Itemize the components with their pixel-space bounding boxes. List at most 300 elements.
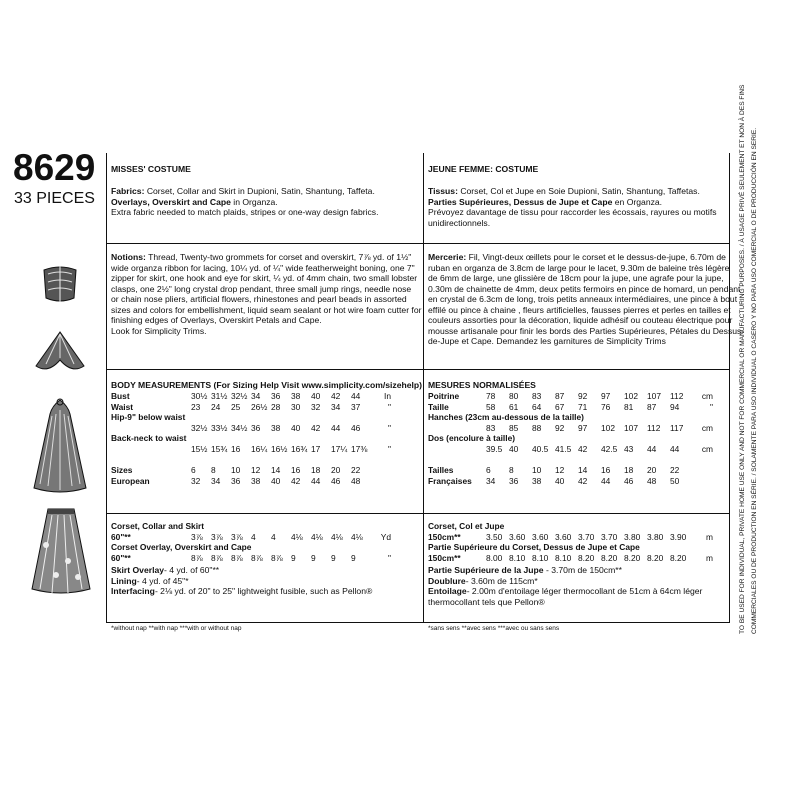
table-cell: 20: [647, 465, 657, 476]
table-cell: 16: [231, 443, 241, 454]
table-cell: 36: [509, 475, 519, 486]
table-cell: 3⅞: [211, 531, 223, 542]
table-row: [428, 402, 713, 413]
line-text: - 4 yd. of 45"*: [136, 575, 189, 586]
unit-cell: [693, 476, 713, 487]
bold-term: Partie Supérieure de la Jupe: [428, 565, 544, 575]
text-line: [428, 586, 728, 597]
unit-cell: ": [388, 552, 391, 563]
table-cell: 22: [351, 465, 361, 476]
table-cell: 8.20: [601, 552, 618, 563]
row-label: Poitrine: [428, 391, 460, 401]
table-cell: 4: [251, 531, 256, 542]
table-cell: 4⅛: [311, 531, 323, 542]
table-cell: 92: [578, 391, 588, 401]
unit-cell: cm: [701, 391, 713, 401]
row-label: Taille: [428, 401, 449, 412]
row-label: [428, 423, 486, 434]
text-line: [428, 304, 731, 316]
text-line: [111, 273, 418, 284]
fr-extras: [428, 565, 728, 607]
line-text: Fil, Vingt-deux œillets pour le corset et le dessus-de-jupe, 6.70m de: [466, 252, 726, 262]
unit-cell: ": [710, 401, 713, 412]
table-row: [428, 391, 713, 402]
table-cell: 34: [331, 401, 341, 412]
table-cell: 102: [624, 391, 638, 401]
table-row: [428, 423, 713, 434]
unit-cell: m: [706, 552, 713, 563]
table-cell: 44: [331, 422, 341, 433]
row-label: 150cm**: [428, 531, 461, 542]
table-cell: 8.10: [532, 552, 549, 563]
bold-term: Skirt Overlay: [111, 565, 165, 575]
table-cell: 6: [486, 465, 491, 476]
line-text: - 3.60m de 115cm*: [465, 575, 538, 586]
line-text: Corset, Collar and Skirt in Dupioni, Satin, Shantung, Taffeta.: [144, 186, 375, 196]
table-cell: 8.10: [509, 552, 526, 563]
table-cell: 112: [670, 391, 684, 401]
table-cell: 81: [624, 401, 634, 412]
table-cell: 20: [331, 465, 341, 476]
table-row: [111, 476, 391, 487]
line-text: de 6mm de large, une glissière de 18cm pour la jupe, une agrafe pour la jupe,: [428, 273, 724, 283]
text-line: [111, 262, 415, 274]
row-label: Bust: [111, 391, 130, 401]
table-cell: 8.10: [555, 552, 572, 563]
unit-cell: m: [706, 531, 713, 542]
text-line: [428, 565, 728, 576]
table-cell: 42: [311, 422, 321, 433]
row-label: [111, 423, 191, 434]
table-cell: 16¼: [251, 443, 268, 454]
table-cell: 38: [291, 391, 301, 401]
bold-term: Entoilage: [428, 586, 467, 596]
table-cell: 102: [601, 422, 615, 433]
table-cell: 16¾: [291, 443, 308, 454]
row-label: [111, 444, 191, 455]
table-row: [428, 433, 713, 444]
line-text: - 4 yd. of 60"**: [164, 565, 220, 575]
table-row: [111, 553, 391, 564]
fr-measurements-table: [428, 391, 713, 486]
legal-notice: [737, 84, 783, 634]
table-cell: 83: [532, 391, 542, 401]
table-cell: 43: [624, 443, 634, 454]
bold-term: Lining: [111, 575, 137, 586]
table-cell: 3.90: [670, 531, 687, 542]
table-cell: 40: [555, 475, 565, 486]
table-cell: 78: [486, 391, 496, 401]
line-text: couleurs assorties pour la décoration, liquide adhésif ou couteau électrique pour: [428, 315, 733, 325]
en-footnote: *without nap **with nap ***with or without nap: [111, 625, 242, 632]
unit-cell: cm: [701, 443, 713, 454]
table-cell: 28: [271, 401, 281, 412]
text-line: [111, 565, 411, 576]
line-text: en Organza.: [612, 196, 663, 207]
table-cell: 32½: [231, 391, 248, 401]
unit-cell: [693, 465, 713, 476]
row-label: Back-neck to waist: [111, 433, 187, 444]
table-cell: 15½: [191, 443, 208, 454]
table-cell: 34: [211, 475, 221, 486]
table-cell: 40.5: [532, 443, 549, 454]
table-cell: 26½: [251, 401, 268, 412]
table-cell: 3⅞: [231, 531, 243, 542]
legal-line-2: COMMERCIALES OU DE PRODUCTION EN SÉRIE. / SOLAMENTE PARA USO INDIVIDUAL O CASERO Y NO PARA USO COMERCIAL O DE PRODUCCIÓN EN SERIE.: [751, 127, 758, 634]
line-text: de-Jupe et Cape. Demandez les garnitures de Simplicity Trims: [428, 336, 666, 346]
bold-term: Parties Supérieures, Dessus de Jupe et Cape: [428, 196, 613, 207]
bold-term: Mercerie:: [428, 252, 467, 262]
table-cell: 32: [191, 475, 201, 486]
fr-fabrics: [428, 186, 728, 228]
row-label: Hip-9" below waist: [111, 412, 186, 423]
line-text: Corset, Col et Jupe en Soie Dupioni, Satin, Shantung, Taffetas.: [457, 186, 700, 196]
line-text: clasps, one 2½" long crystal drop pendant, three small jump rings, needle nose: [111, 283, 412, 294]
table-cell: 58: [486, 401, 496, 412]
bold-term: Interfacing: [111, 586, 155, 596]
table-row: [428, 521, 713, 532]
pattern-number: 8629: [13, 147, 96, 188]
row-label: Dos (encolure à taille): [428, 433, 516, 444]
table-cell: 8⅞: [211, 552, 223, 563]
table-row: [428, 465, 713, 476]
unit-cell: cm: [701, 422, 713, 433]
table-cell: 3.70: [601, 531, 618, 542]
line-text: effilé ou pince à chaine , fleurs artificielles, fausses pierres et perles en tailles et: [428, 304, 731, 315]
table-row: [111, 465, 391, 476]
table-row: [428, 553, 713, 564]
table-row: [428, 455, 713, 466]
table-cell: 12: [251, 465, 261, 476]
table-cell: 3.50: [486, 531, 503, 542]
line-text: or chain nose pliers, artificial flowers, rhinestones and pearl beads in assorted: [111, 294, 407, 304]
text-line: [428, 294, 738, 305]
table-cell: 36: [231, 475, 241, 486]
table-cell: 17⅜: [351, 443, 368, 454]
table-cell: 8⅞: [191, 552, 203, 563]
en-notions: [111, 252, 422, 336]
text-line: [111, 576, 411, 587]
table-cell: 3.70: [578, 531, 595, 542]
table-cell: 8.20: [624, 552, 641, 563]
table-cell: 3.60: [532, 531, 549, 542]
table-cell: 8: [211, 465, 216, 476]
unit-cell: ": [388, 443, 391, 454]
table-cell: 97: [601, 391, 611, 401]
table-cell: 8: [509, 465, 514, 476]
table-cell: 92: [555, 422, 565, 433]
table-cell: 8.00: [486, 552, 503, 563]
table-row: [111, 455, 391, 466]
table-cell: 80: [509, 391, 519, 401]
table-cell: 46: [331, 475, 341, 486]
table-cell: 8⅞: [251, 552, 263, 563]
table-cell: 48: [351, 475, 361, 486]
line-text: - 3.70m de 150cm**: [543, 565, 622, 575]
unit-cell: [371, 465, 391, 476]
en-extras: [111, 565, 411, 597]
table-cell: 94: [670, 401, 680, 412]
table-cell: 88: [532, 422, 542, 433]
table-cell: 3.80: [647, 531, 664, 542]
table-cell: 14: [271, 465, 281, 476]
table-cell: 112: [647, 422, 661, 433]
fr-notions: [428, 252, 745, 347]
table-row: [428, 532, 713, 543]
table-cell: 87: [555, 391, 565, 401]
table-cell: 36: [271, 391, 281, 401]
bold-term: Fabrics:: [111, 186, 145, 196]
fr-title: JEUNE FEMME: COSTUME: [428, 164, 539, 174]
unit-cell: [371, 476, 391, 487]
table-cell: 8⅞: [231, 552, 243, 563]
table-row: [111, 402, 391, 413]
table-cell: 42: [331, 391, 341, 401]
line-text: mousse artisanale pour finir les bords des Parties Supérieures, Pétales du Dessus-: [428, 325, 745, 336]
line-text: wide organza ribbon for lacing, 10¼ yd. of ¼" wide featherweight boning, one 7": [111, 262, 415, 273]
table-cell: 17: [311, 443, 321, 454]
collar-illustration: [32, 330, 88, 374]
row-label: Corset, Collar and Skirt: [111, 521, 205, 531]
table-cell: 23: [191, 401, 201, 412]
row-label: 60"**: [111, 552, 131, 563]
unit-cell: Yd: [380, 531, 391, 542]
table-cell: 24: [211, 401, 221, 412]
table-cell: 30: [291, 401, 301, 412]
table-cell: 8.20: [647, 552, 664, 563]
table-cell: 42.5: [601, 443, 618, 454]
unit-cell: ": [388, 401, 391, 412]
table-cell: 12: [555, 465, 565, 476]
line-text: Look for Simplicity Trims.: [111, 325, 207, 336]
line-text: zipper for skirt, one hook and eye for skirt, ¼ yd. of 4mm chain, two small lobster: [111, 273, 418, 283]
line-text: thermocollant tels que Pellon®: [428, 596, 545, 607]
text-line: [111, 284, 411, 295]
text-line: [428, 186, 728, 197]
text-line: [428, 207, 728, 218]
table-cell: 83: [486, 422, 496, 433]
line-text: finishing edges of Overlays, Overskirt Petals and Cape.: [111, 315, 322, 325]
text-line: [111, 207, 411, 218]
table-cell: 17¼: [331, 443, 348, 454]
table-row: [111, 521, 391, 532]
line-text: 0.30m de chainette de 4mm, deux petits fermoirs en pince de homard, un pendant: [428, 283, 741, 294]
row-label: Partie Supérieure du Corset, Dessus de Jupe et Cape: [428, 542, 640, 553]
row-label: [428, 444, 486, 455]
table-cell: 33½: [211, 422, 228, 433]
table-row: [428, 476, 713, 487]
row-label: [428, 455, 713, 466]
bold-term: Overlays, Overskirt and Cape: [111, 196, 231, 207]
table-cell: 85: [509, 422, 519, 433]
piece-count: 33 PIECES: [14, 190, 95, 207]
table-cell: 8.20: [578, 552, 595, 563]
table-cell: 46: [624, 475, 634, 486]
table-cell: 32½: [191, 422, 208, 433]
table-cell: 8⅞: [271, 552, 283, 563]
cape-illustration: [30, 396, 90, 496]
text-line: [428, 336, 728, 347]
table-cell: 67: [555, 401, 565, 412]
line-text: ruban en organza de 3.8cm de large pour le lacet, 9.30m de baleine très légère: [428, 262, 730, 273]
unit-cell: ": [388, 422, 391, 433]
table-cell: 44: [647, 443, 657, 454]
corset-illustration: [38, 262, 82, 306]
row-label: Corset, Col et Jupe: [428, 521, 505, 531]
row-label: 60"**: [111, 531, 131, 542]
table-row: [428, 444, 713, 455]
fr-footnote: *sans sens **avec sens ***avec ou sans sens: [428, 625, 560, 632]
row-label: Tailles: [428, 465, 454, 476]
text-line: [428, 315, 733, 326]
text-line: [111, 304, 422, 316]
en-measurements-table: [111, 391, 391, 486]
table-cell: 15¾: [211, 443, 228, 454]
text-line: [111, 252, 411, 263]
table-cell: 61: [509, 401, 519, 412]
text-line: [428, 325, 745, 337]
row-label: 150cm**: [428, 552, 461, 563]
line-text: - 2.00m d'entoilage léger thermocollant de 51cm à 64cm léger: [466, 586, 703, 596]
unit-cell: In: [384, 391, 391, 401]
table-cell: 18: [624, 465, 634, 476]
table-cell: 30½: [191, 391, 208, 401]
table-cell: 3⅞: [191, 531, 203, 542]
table-cell: 4: [271, 531, 276, 542]
table-row: [111, 391, 391, 402]
table-cell: 25: [231, 401, 241, 412]
line-text: sizes and colors for embellishment, liquid seam sealant or hot wire foam cutter for: [111, 304, 422, 315]
skirt-illustration: [28, 505, 94, 597]
table-row: [111, 444, 391, 455]
row-label: European: [111, 475, 150, 486]
table-row: [111, 532, 391, 543]
text-line: [428, 273, 728, 284]
table-cell: 3.80: [624, 531, 641, 542]
text-line: [428, 597, 728, 608]
table-cell: 31½: [211, 391, 228, 401]
table-cell: 38: [271, 422, 281, 433]
table-cell: 10: [231, 465, 241, 476]
table-cell: 3.60: [509, 531, 526, 542]
legal-line-1: TO BE USED FOR INDIVIDUAL, PRIVATE HOME USE ONLY AND NOT FOR COMMERCIAL OR MANUFACTURING PURPOSES. / À USAGE PRIVÉ SEULEMENT ET NON À DES FINS: [739, 84, 746, 634]
table-cell: 117: [670, 422, 684, 433]
table-row: [111, 433, 391, 444]
table-cell: 44: [601, 475, 611, 486]
line-text: unidirectionnels.: [428, 217, 491, 228]
row-label: Françaises: [428, 475, 472, 486]
text-line: [428, 283, 741, 295]
table-cell: 40: [311, 391, 321, 401]
table-row: [111, 412, 391, 423]
table-row: [428, 542, 713, 553]
table-cell: 44: [670, 443, 680, 454]
bold-term: Tissus:: [428, 186, 458, 196]
text-line: [111, 326, 411, 337]
en-title: MISSES' COSTUME: [111, 164, 191, 174]
line-text: Prévoyez davantage de tissu pour raccorder les écossais, rayures ou motifs: [428, 207, 717, 217]
table-cell: 107: [647, 391, 661, 401]
row-label: Corset Overlay, Overskirt and Cape: [111, 542, 252, 553]
table-cell: 4⅛: [331, 531, 343, 542]
text-line: [428, 576, 728, 587]
table-cell: 16½: [271, 443, 288, 454]
text-line: [111, 294, 411, 305]
en-body-heading: BODY MEASUREMENTS (For Sizing Help Visit www.simplicity.com/sizehelp): [111, 380, 423, 390]
table-cell: 87: [647, 401, 657, 412]
line-text: Thread, Twenty-two grommets for corset and overskirt, 7⅞ yd. of 1½": [145, 252, 412, 262]
fr-yardage-table: [428, 521, 713, 563]
table-row: [111, 423, 391, 434]
table-cell: 97: [578, 422, 588, 433]
table-cell: 46: [351, 422, 361, 433]
fr-body-heading: MESURES NORMALISÉES: [428, 380, 536, 390]
table-cell: 76: [601, 401, 611, 412]
text-line: [428, 197, 728, 208]
table-cell: 18: [311, 465, 321, 476]
line-text: en crystal de 6.3cm de long, trois petits anneaux intermédiaires, une pince à bout: [428, 294, 738, 304]
line-text: - 2⅛ yd. of 20" to 25" lightweight fusible, such as Pellon®: [154, 586, 373, 596]
table-row: [428, 412, 713, 423]
en-fabrics: [111, 186, 411, 218]
table-cell: 37: [351, 401, 361, 412]
table-cell: 44: [311, 475, 321, 486]
table-cell: 48: [647, 475, 657, 486]
table-cell: 34: [486, 475, 496, 486]
row-label: Sizes: [111, 465, 133, 476]
table-cell: 50: [670, 475, 680, 486]
row-label: Waist: [111, 401, 134, 412]
table-cell: 22: [670, 465, 680, 476]
table-cell: 41.5: [555, 443, 572, 454]
text-line: [428, 218, 728, 229]
table-cell: 38: [532, 475, 542, 486]
row-label: [111, 455, 391, 466]
table-cell: 107: [624, 422, 638, 433]
text-line: [111, 186, 411, 197]
table-cell: 64: [532, 401, 542, 412]
table-cell: 9: [351, 552, 356, 563]
table-cell: 9: [331, 552, 336, 563]
table-cell: 40: [271, 475, 281, 486]
table-cell: 9: [311, 552, 316, 563]
table-cell: 14: [578, 465, 588, 476]
table-cell: 9: [291, 552, 296, 563]
text-line: [111, 197, 411, 208]
line-text: in Organza.: [230, 196, 278, 207]
table-cell: 42: [291, 475, 301, 486]
en-yardage-table: [111, 521, 391, 563]
text-line: [428, 252, 728, 263]
text-line: [428, 263, 728, 274]
bold-term: Doublure: [428, 575, 466, 586]
table-cell: 40: [509, 443, 519, 454]
table-cell: 71: [578, 401, 588, 412]
table-cell: 8.20: [670, 552, 687, 563]
table-cell: 4⅛: [291, 531, 303, 542]
table-cell: 39.5: [486, 443, 503, 454]
line-text: Extra fabric needed to match plaids, stripes or one-way design fabrics.: [111, 207, 379, 217]
text-line: [111, 315, 411, 326]
table-cell: 42: [578, 475, 588, 486]
table-cell: 32: [311, 401, 321, 412]
table-cell: 42: [578, 443, 588, 454]
table-cell: 44: [351, 391, 361, 401]
table-row: [111, 542, 391, 553]
table-cell: 16: [291, 465, 301, 476]
table-cell: 38: [251, 475, 261, 486]
table-cell: 16: [601, 465, 611, 476]
